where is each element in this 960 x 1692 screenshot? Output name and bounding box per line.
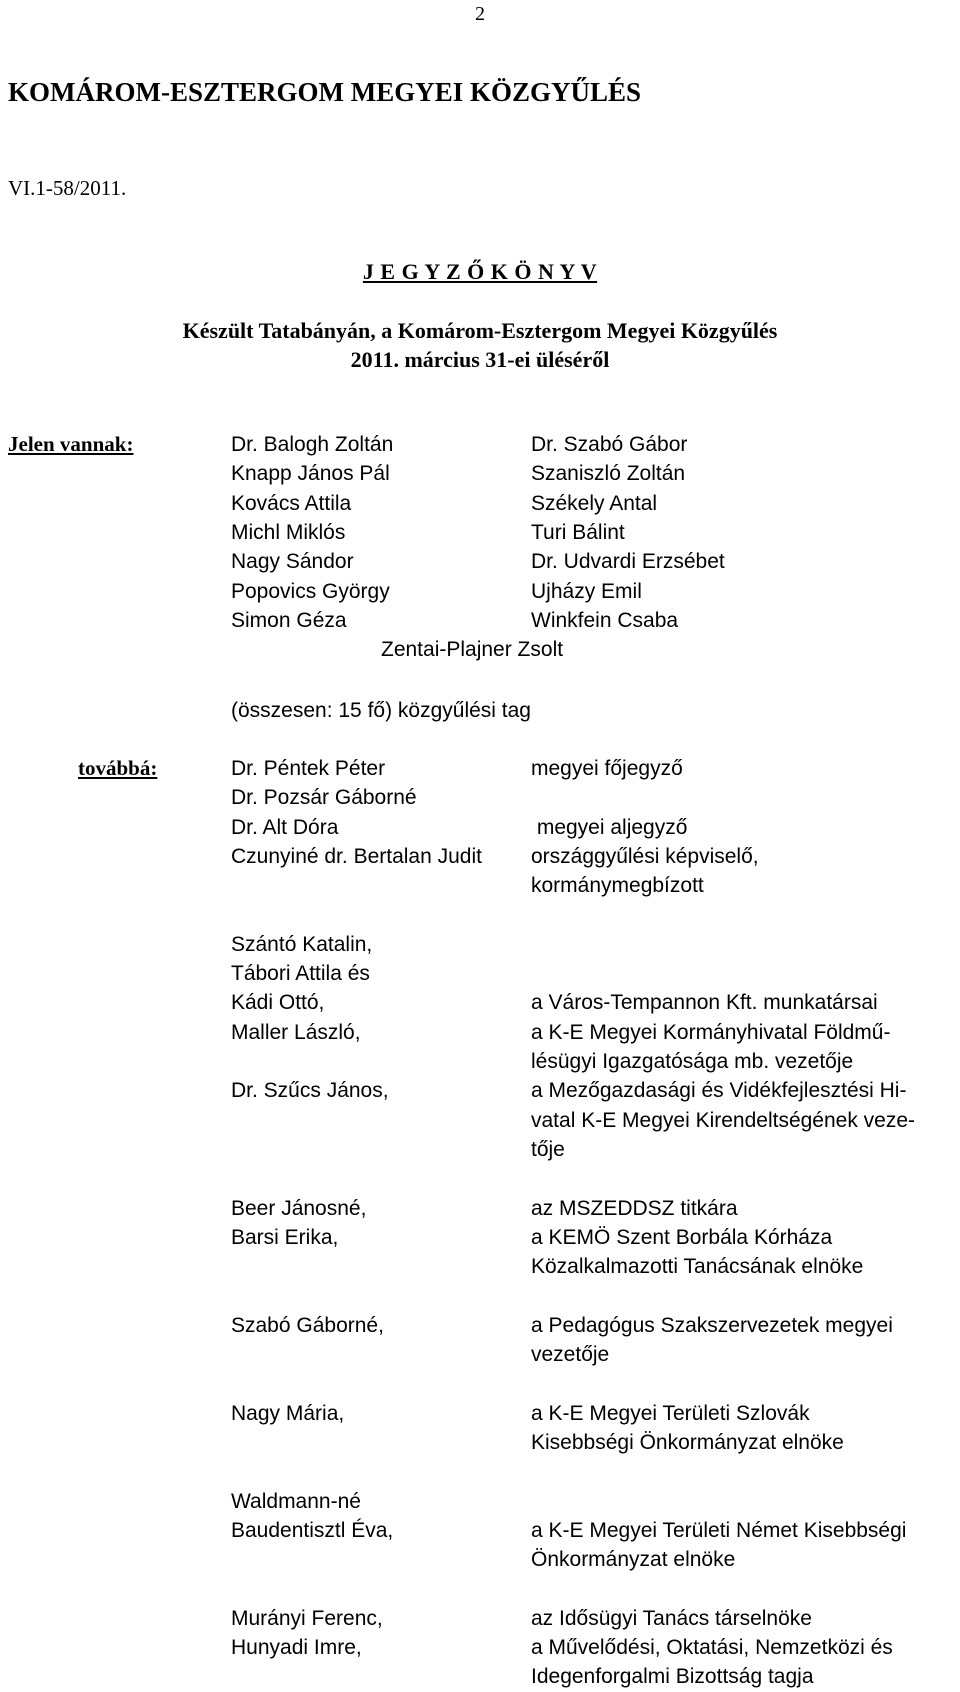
- member-name: Simon Géza: [231, 608, 347, 632]
- attendee-role-line: a Művelődési, Oktatási, Nemzetközi és: [531, 1636, 893, 1659]
- attendee-role-line: megyei főjegyző: [531, 757, 683, 780]
- member-row: [0, 577, 960, 606]
- member-row: [0, 459, 960, 488]
- attendee-role-line: a Mezőgazdasági és Vidékfejlesztési Hi-: [531, 1079, 907, 1103]
- member-total: (összesen: 15 fő) közgyűlési tag: [231, 699, 531, 722]
- member-name: Winkfein Csaba: [531, 608, 679, 632]
- attendee-entry: [0, 1194, 960, 1223]
- attendee-name-line: Waldmann-né: [231, 1489, 361, 1513]
- document-title: J E G Y Z Ő K Ö N Y V: [362, 259, 598, 284]
- attendee-entry: [0, 813, 960, 842]
- attendee-name-line: Baudentisztl Éva,: [231, 1518, 394, 1542]
- attendee-name-line: Murányi Ferenc,: [231, 1606, 383, 1630]
- attendee-role-line: vezetője: [531, 1342, 610, 1366]
- member-row: [0, 635, 960, 664]
- attendee-entry: [0, 1487, 960, 1575]
- attendee-role-line: Önkormányzat elnöke: [531, 1548, 736, 1572]
- member-name: Székely Antal: [531, 491, 658, 515]
- member-name: Popovics György: [231, 579, 390, 603]
- attendee-role-line: vatal K-E Megyei Kirendeltségének veze-: [531, 1108, 916, 1132]
- attendee-role-line: [531, 1487, 960, 1516]
- attendee-role: [531, 813, 960, 842]
- attendee-name: [231, 930, 372, 1018]
- attendee-name-line: Dr. Péntek Péter: [231, 757, 386, 780]
- attendee-name: [231, 1194, 366, 1223]
- attendee-role-line: Kisebbségi Önkormányzat elnöke: [531, 1430, 844, 1454]
- attendee-name: [231, 1633, 362, 1662]
- attendee-name: [231, 783, 417, 812]
- attendee-name: [231, 1399, 344, 1428]
- attendee-entry: [0, 1604, 960, 1633]
- attendee-name: [231, 754, 385, 783]
- attendee-name: [231, 1604, 383, 1633]
- attendee-entry: [0, 842, 960, 901]
- attendee-name-line: Czunyiné dr. Bertalan Judit: [231, 844, 482, 868]
- attendee-entry: [0, 930, 960, 1018]
- member-row: [0, 518, 960, 547]
- attendee-entry: [0, 1223, 960, 1282]
- attendee-entry: [0, 1399, 960, 1458]
- attendee-role-line: a K-E Megyei Kormányhivatal Földmű-: [531, 1020, 891, 1044]
- attendee-entry: [0, 1311, 960, 1370]
- member-name: Ujházy Emil: [531, 579, 642, 603]
- reference-number: VI.1-58/2011.: [8, 176, 127, 200]
- attendee-name-line: Dr. Alt Dóra: [231, 815, 339, 839]
- attendee-role-line: a K-E Megyei Területi Szlovák: [531, 1401, 810, 1425]
- attendee-entry: [0, 1076, 960, 1164]
- attendee-role-line: az Idősügyi Tanács társelnöke: [531, 1606, 812, 1630]
- member-row: [0, 606, 960, 635]
- member-row: [0, 489, 960, 518]
- attendee-role-line: a K-E Megyei Területi Német Kisebbségi: [531, 1518, 907, 1542]
- member-name: Nagy Sándor: [231, 550, 354, 574]
- attendee-role-line: a Város-Tempannon Kft. munkatársai: [531, 991, 878, 1015]
- member-name: Dr. Szabó Gábor: [531, 433, 688, 456]
- attendee-role: [531, 1633, 960, 1692]
- attendee-role-line: [531, 959, 960, 988]
- member-row: [0, 430, 960, 459]
- attendee-role-line: a Pedagógus Szakszervezetek megyei: [531, 1313, 893, 1337]
- attendee-role-line: megyei aljegyző: [531, 815, 688, 839]
- attendee-name: [231, 842, 482, 871]
- council-title: KOMÁROM-ESZTERGOM MEGYEI KÖZGYŰLÉS: [8, 77, 642, 107]
- intro-text: [0, 316, 960, 374]
- attendee-role-line: lésügyi Igazgatósága mb. vezetője: [531, 1049, 854, 1073]
- intro-line: 2011. március 31-ei üléséről: [350, 347, 610, 372]
- member-row: [0, 547, 960, 576]
- member-name: Michl Miklós: [231, 520, 346, 544]
- member-name: Szaniszló Zoltán: [531, 462, 686, 486]
- attendee-name-line: Barsi Erika,: [231, 1225, 339, 1249]
- attendee-role-line: kormánymegbízott: [531, 874, 704, 898]
- attendee-role: [531, 1018, 960, 1077]
- attendee-entry: [0, 1633, 960, 1692]
- member-name: Knapp János Pál: [231, 462, 390, 486]
- attendee-role: [531, 1399, 960, 1458]
- present-label: Jelen vannak:: [8, 432, 134, 456]
- member-name: Kovács Attila: [231, 491, 352, 515]
- page-number: 2: [475, 3, 485, 25]
- member-name: Dr. Udvardi Erzsébet: [531, 550, 725, 574]
- attendee-name: [231, 1311, 384, 1340]
- attendee-name: [231, 1018, 361, 1047]
- attendee-entry: [0, 783, 960, 812]
- member-name: Zentai-Plajner Zsolt: [381, 638, 564, 662]
- attendee-name: [231, 813, 338, 842]
- attendee-name-line: Maller László,: [231, 1020, 361, 1044]
- attendee-name-line: Kádi Ottó,: [231, 991, 325, 1015]
- attendee-role-line: [531, 930, 960, 959]
- member-name: Dr. Balogh Zoltán: [231, 433, 394, 456]
- attendee-name-line: Szabó Gáborné,: [231, 1313, 384, 1337]
- attendee-role: [531, 1076, 960, 1164]
- attendee-entry: [0, 1018, 960, 1077]
- attendee-name-line: Dr. Pozsár Gáborné: [231, 786, 417, 810]
- attendee-entry: [0, 754, 960, 783]
- attendee-name-line: Tábori Attila és: [231, 962, 370, 986]
- attendee-role: [531, 1311, 960, 1370]
- member-name: Turi Bálint: [531, 520, 625, 544]
- attendee-role: [531, 842, 960, 901]
- attendee-role: [531, 1604, 960, 1633]
- attendee-role: [531, 754, 960, 783]
- attendee-role: [531, 1487, 960, 1575]
- attendee-name: [231, 1076, 389, 1105]
- attendee-role-line: Idegenforgalmi Bizottság tagja: [531, 1665, 814, 1689]
- attendee-name-line: Beer Jánosné,: [231, 1196, 367, 1220]
- attendee-name-line: Hunyadi Imre,: [231, 1636, 362, 1659]
- attendee-role: [531, 930, 960, 1018]
- attendee-role: [531, 1194, 960, 1223]
- attendee-name-line: Nagy Mária,: [231, 1401, 345, 1425]
- attendee-role-line: tője: [531, 1137, 565, 1161]
- attendee-role-line: az MSZEDDSZ titkára: [531, 1196, 738, 1220]
- attendee-role-line: a KEMÖ Szent Borbála Kórháza: [531, 1225, 833, 1249]
- attendee-name: [231, 1223, 338, 1252]
- present-members: [0, 430, 960, 670]
- attendee-role-line: országgyűlési képviselő,: [531, 844, 759, 868]
- attendee-name-line: Szántó Katalin,: [231, 932, 373, 956]
- intro-line: Készült Tatabányán, a Komárom-Esztergom Megyei Közgyűlés: [182, 318, 778, 343]
- also-present-label: továbbá:: [78, 756, 158, 780]
- attendee-role-line: Közalkalmazotti Tanácsának elnöke: [531, 1255, 864, 1279]
- attendee-role: [531, 1223, 960, 1282]
- attendee-name-line: Dr. Szűcs János,: [231, 1079, 389, 1103]
